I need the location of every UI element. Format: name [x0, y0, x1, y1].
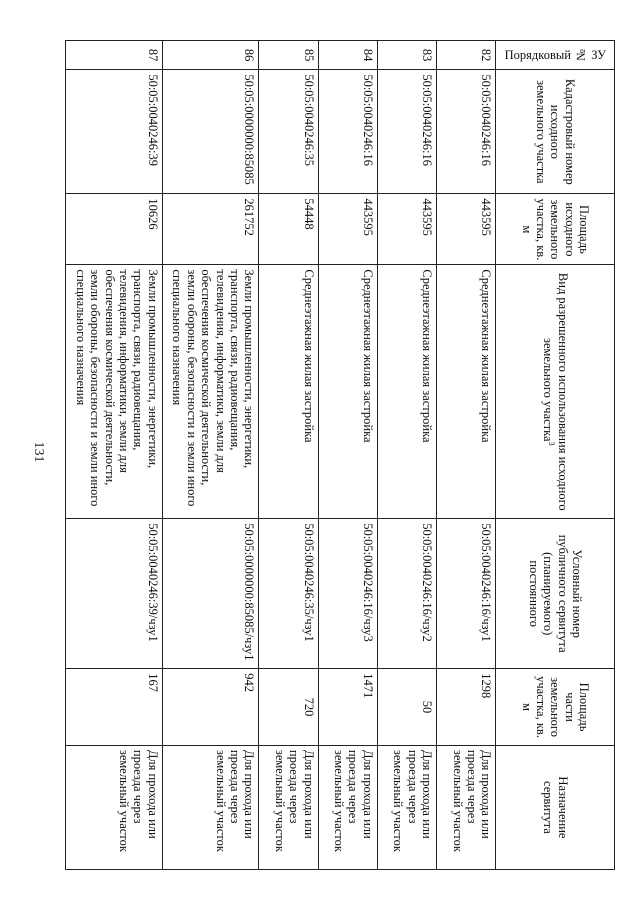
table-header-row — [496, 41, 615, 870]
cell-area-source: 443595 — [377, 194, 436, 265]
page-number: 131 — [31, 441, 46, 463]
cell-cadastral: 50:05:0040246:16 — [318, 70, 377, 194]
cell-cadastral: 50:05:0040246:39 — [66, 70, 163, 194]
cell-num: 84 — [318, 41, 377, 70]
header-cadastral: Кадастровый номер исходного земельного участка — [496, 70, 615, 194]
cell-area-part: 50 — [377, 669, 436, 746]
table-row — [66, 41, 163, 870]
cell-servitude-num: 50:05:0000000:85085/чзу1 — [162, 519, 259, 669]
cell-area-source: 10626 — [66, 194, 163, 265]
cell-area-source: 443595 — [318, 194, 377, 265]
servitude-table — [65, 40, 615, 870]
cell-num: 85 — [259, 41, 318, 70]
cell-area-part: 1298 — [437, 669, 496, 746]
header-num: Порядковый № ЗУ — [496, 41, 615, 70]
cell-num: 83 — [377, 41, 436, 70]
cell-area-part: 942 — [162, 669, 259, 746]
cell-purpose: Для прохода или проезда через земельный участок — [437, 745, 496, 869]
cell-servitude-num: 50:05:0040246:16/чзу3 — [318, 519, 377, 669]
table-row — [377, 41, 436, 870]
header-purpose: Назначение сервитута — [496, 745, 615, 869]
cell-area-part: 720 — [259, 669, 318, 746]
cell-usage: Среднеэтажная жилая застройка — [437, 265, 496, 519]
rotated-table-container — [65, 40, 615, 870]
cell-servitude-num: 50:05:0040246:16/чзу1 — [437, 519, 496, 669]
cell-num: 87 — [66, 41, 163, 70]
cell-usage: Среднеэтажная жилая застройка — [377, 265, 436, 519]
cell-num: 82 — [437, 41, 496, 70]
table-row — [437, 41, 496, 870]
cell-servitude-num: 50:05:0040246:39/чзу1 — [66, 519, 163, 669]
cell-area-source: 54448 — [259, 194, 318, 265]
cell-usage: Земли промышленности, энергетики, транспорта, связи, радиовещания, телевидения, информатики, земли для обеспечения космической деятельности, земли обороны, безопасности и земли иного специального назначения — [66, 265, 163, 519]
cell-area-source: 443595 — [437, 194, 496, 265]
header-area-source: Площадь исходного земельного участка, кв. м — [496, 194, 615, 265]
cell-usage: Среднеэтажная жилая застройка — [259, 265, 318, 519]
cell-servitude-num: 50:05:0040246:35/чзу1 — [259, 519, 318, 669]
table-row — [318, 41, 377, 870]
header-usage: Вид разрешенного использования исходного земельного участка$^3$ — [496, 265, 615, 519]
cell-cadastral: 50:05:0040246:16 — [437, 70, 496, 194]
cell-area-part: 1471 — [318, 669, 377, 746]
cell-servitude-num: 50:05:0040246:16/чзу2 — [377, 519, 436, 669]
table-row — [162, 41, 259, 870]
cell-area-source: 261752 — [162, 194, 259, 265]
cell-usage: Среднеэтажная жилая застройка — [318, 265, 377, 519]
cell-area-part: 167 — [66, 669, 163, 746]
cell-purpose: Для прохода или проезда через земельный участок — [318, 745, 377, 869]
header-servitude-num: Условный номер публичного сервитута (планируемого) постоянного — [496, 519, 615, 669]
table-row — [259, 41, 318, 870]
cell-purpose: Для прохода или проезда через земельный участок — [377, 745, 436, 869]
cell-cadastral: 50:05:0040246:35 — [259, 70, 318, 194]
header-area-part: Площадь части земельного участка, кв. м — [496, 669, 615, 746]
cell-purpose: Для прохода или проезда через земельный участок — [259, 745, 318, 869]
cell-cadastral: 50:05:0040246:16 — [377, 70, 436, 194]
cell-purpose: Для прохода или проезда через земельный участок — [162, 745, 259, 869]
cell-cadastral: 50:05:0000000:85085 — [162, 70, 259, 194]
cell-usage: Земли промышленности, энергетики, транспорта, связи, радиовещания, телевидения, информатики, земли для обеспечения космической деятельности, земли обороны, безопасности и земли иного специального назначения — [162, 265, 259, 519]
cell-num: 86 — [162, 41, 259, 70]
cell-purpose: Для прохода или проезда через земельный участок — [66, 745, 163, 869]
